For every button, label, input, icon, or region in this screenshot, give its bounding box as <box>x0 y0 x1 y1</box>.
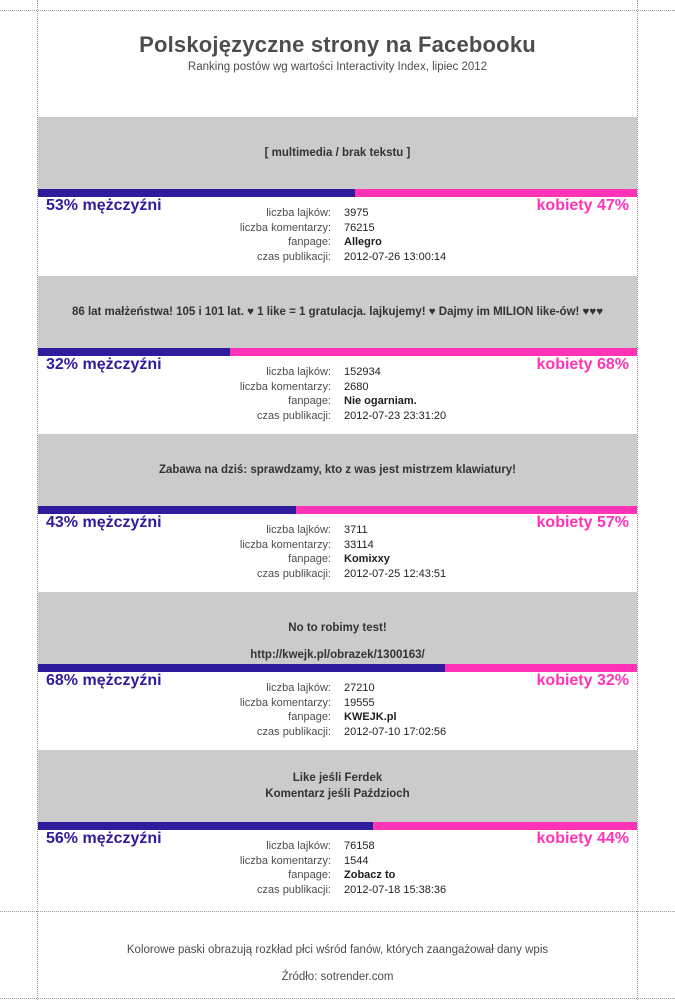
fanpage-value: KWEJK.pl <box>344 711 397 723</box>
comments-label: liczba komentarzy: <box>239 538 331 551</box>
fanpage-value: Komixxy <box>344 553 390 565</box>
likes-label: liczba lajków: <box>266 524 331 536</box>
comments-value: 19555 <box>344 696 375 709</box>
gender-bar-women-segment <box>296 506 637 514</box>
women-percent-label: kobiety 32% <box>536 672 629 689</box>
footer-note: Kolorowe paski obrazują rozkład płci wśród fanów, których zaangażował dany wpis <box>126 944 549 956</box>
post-text: Zabawa na dziś: sprawdzamy, kto z was jest mistrzem klawiatury! <box>158 464 517 476</box>
comments-value: 2680 <box>344 380 369 393</box>
post-stats <box>38 206 637 264</box>
post-entry-4 <box>38 592 637 750</box>
published-value: 2012-07-10 17:02:56 <box>344 725 447 738</box>
likes-value: 3975 <box>344 207 369 219</box>
gender-bar-men-segment <box>38 189 355 197</box>
published-label: czas publikacji: <box>257 250 331 263</box>
post-text: 86 lat małżeństwa! 105 i 101 lat. ♥ 1 like = 1 gratulacja. lajkujemy! ♥ Dajmy im MILION like-ów! ♥♥♥ <box>71 306 604 318</box>
men-percent-label: 43% mężczyźni <box>46 514 162 531</box>
likes-value: 152934 <box>344 366 381 378</box>
women-percent-label: kobiety 47% <box>536 197 629 214</box>
likes-value: 3711 <box>344 524 368 536</box>
likes-value: 27210 <box>344 682 375 694</box>
gender-bar-men-segment <box>38 664 445 672</box>
published-label: czas publikacji: <box>257 409 331 422</box>
post-text-box <box>38 750 637 822</box>
post-entry-1 <box>38 117 637 275</box>
fanpage-label: fanpage: <box>288 711 331 723</box>
likes-label: liczba lajków: <box>266 366 331 378</box>
gender-bar-men-segment <box>38 822 373 830</box>
published-label: czas publikacji: <box>257 883 331 896</box>
post-text: No to robimy test! <box>288 622 387 634</box>
comments-label: liczba komentarzy: <box>239 696 331 709</box>
fanpage-value: Nie ogarniam. <box>344 395 417 407</box>
comments-label: liczba komentarzy: <box>239 380 331 393</box>
gender-bar <box>38 506 637 514</box>
women-percent-label: kobiety 44% <box>536 830 629 847</box>
fanpage-value: Allegro <box>344 236 382 248</box>
published-value: 2012-07-26 13:00:14 <box>344 250 447 263</box>
gender-bar <box>38 822 637 830</box>
page-subtitle: Ranking postów wg wartości Interactivity Index, lipiec 2012 <box>187 61 488 73</box>
comments-value: 1544 <box>344 854 369 867</box>
gender-bar-women-segment <box>355 189 637 197</box>
comments-value: 33114 <box>344 538 374 551</box>
published-label: czas publikacji: <box>257 725 331 738</box>
post-text-box <box>38 276 637 348</box>
page-title: Polskojęzyczne strony na Facebooku <box>139 32 536 57</box>
fanpage-label: fanpage: <box>288 553 331 565</box>
post-entry-3 <box>38 434 637 592</box>
men-percent-label: 32% mężczyźni <box>46 356 162 373</box>
women-percent-label: kobiety 57% <box>536 514 629 531</box>
post-stats <box>38 681 637 739</box>
likes-label: liczba lajków: <box>266 207 331 219</box>
post-text-box <box>38 434 637 506</box>
comments-value: 76215 <box>344 221 375 234</box>
published-value: 2012-07-25 12:43:51 <box>344 567 447 580</box>
men-percent-label: 68% mężczyźni <box>46 672 162 689</box>
post-stats <box>38 365 637 423</box>
post-stats <box>38 839 637 897</box>
infographic-content <box>38 0 637 1000</box>
fanpage-label: fanpage: <box>288 236 331 248</box>
published-label: czas publikacji: <box>257 567 331 580</box>
footer-source: Źródło: sotrender.com <box>281 971 394 983</box>
gender-bar-men-segment <box>38 506 296 514</box>
post-text: Like jeśli Ferdek <box>292 772 383 784</box>
gender-bar-women-segment <box>373 822 637 830</box>
likes-value: 76158 <box>344 840 375 852</box>
gender-bar <box>38 189 637 197</box>
comments-label: liczba komentarzy: <box>239 854 331 867</box>
likes-label: liczba lajków: <box>266 840 331 852</box>
likes-label: liczba lajków: <box>266 682 331 694</box>
post-text-box <box>38 592 637 664</box>
gender-bar <box>38 348 637 356</box>
published-value: 2012-07-23 23:31:20 <box>344 409 447 422</box>
gender-bar-women-segment <box>230 348 637 356</box>
dotted-border-right <box>637 0 638 1000</box>
gender-bar-men-segment <box>38 348 230 356</box>
fanpage-value: Zobacz to <box>344 869 396 881</box>
published-value: 2012-07-18 15:38:36 <box>344 883 447 896</box>
comments-label: liczba komentarzy: <box>239 221 331 234</box>
gender-bar-women-segment <box>445 664 637 672</box>
men-percent-label: 53% mężczyźni <box>46 197 162 214</box>
post-entry-2 <box>38 276 637 434</box>
fanpage-label: fanpage: <box>288 869 331 881</box>
gender-bar <box>38 664 637 672</box>
post-stats <box>38 523 637 581</box>
post-text: [ multimedia / brak tekstu ] <box>264 147 411 159</box>
post-text-box <box>38 117 637 189</box>
header <box>38 32 637 73</box>
post-entry-5 <box>38 750 637 908</box>
women-percent-label: kobiety 68% <box>536 356 629 373</box>
post-link-text: http://kwejk.pl/obrazek/1300163/ <box>250 649 425 661</box>
men-percent-label: 56% mężczyźni <box>46 830 162 847</box>
fanpage-label: fanpage: <box>288 395 331 407</box>
post-text-line2: Komentarz jeśli Paździoch <box>265 788 410 800</box>
